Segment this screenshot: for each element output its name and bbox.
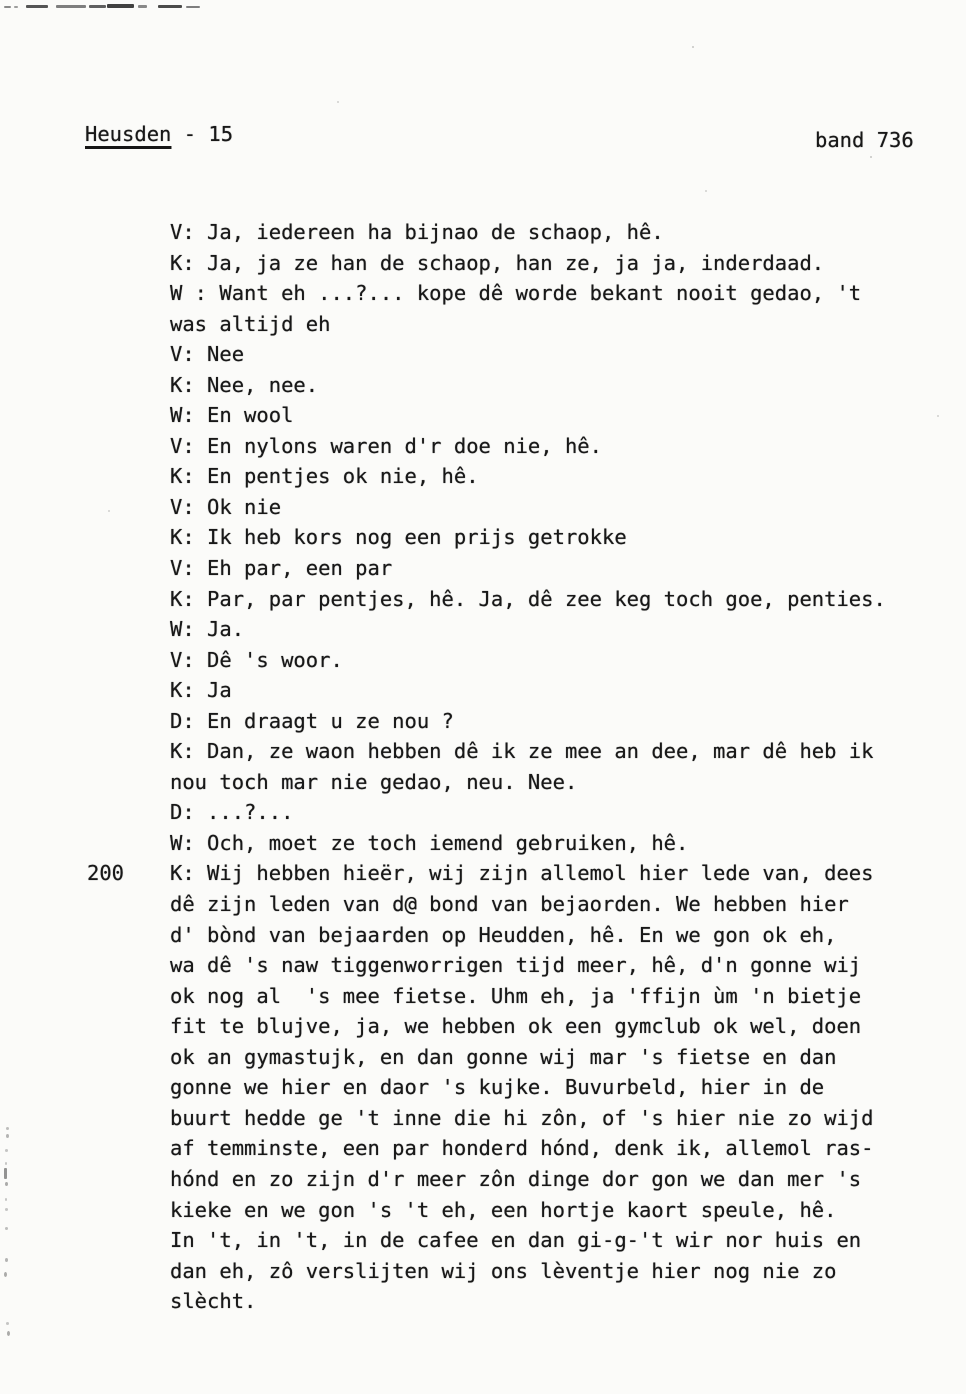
transcript-line: K: Ik heb kors nog een prijs getrokke — [170, 525, 627, 550]
scan-speck — [4, 1272, 7, 1277]
transcript-line: In 't, in 't, in de cafee en dan gi-g-'t wir nor huis en — [170, 1228, 862, 1253]
scan-speck — [5, 1208, 8, 1211]
scan-artifact — [138, 5, 147, 8]
document-place-title: Heusden — [85, 122, 172, 146]
scan-speck — [5, 1162, 7, 1165]
transcript-line: ok an gymastujk, en dan gonne wij mar 's fietse en dan — [170, 1044, 837, 1069]
transcript-line: slècht. — [170, 1289, 257, 1314]
transcript-line: fit te blujve, ja, we hebben ok een gymclub ok wel, doen — [170, 1014, 862, 1039]
transcript-line: K: Ja, ja ze han de schaop, han ze, ja ja, inderdaad. — [170, 250, 825, 275]
transcript-line: K: Dan, ze waon hebben dê ik ze mee an dee, mar dê heb ik — [170, 739, 874, 764]
scan-artifact — [186, 6, 200, 8]
scan-artifact — [4, 6, 11, 8]
transcript-line: W: Ja. — [170, 617, 245, 642]
transcript-line: dan eh, zô verslijten wij ons lèventje hier nog nie zo — [170, 1258, 837, 1283]
transcript-line: V: Ja, iedereen ha bijnao de schaop, hê. — [170, 220, 664, 244]
transcript-line: ok nog al 's mee fietse. Uhm eh, ja 'ffijn ùm 'n bietje — [170, 983, 862, 1008]
scan-speck — [5, 1182, 8, 1186]
scan-speck — [5, 1258, 8, 1262]
scan-artifact — [56, 5, 86, 8]
transcript-line: nou toch mar nie gedao, neu. Nee. — [170, 769, 578, 794]
scan-artifact — [26, 5, 48, 8]
transcript-line: hónd en zo zijn d'r meer zôn dinge dor gon we dan mer 's — [170, 1166, 862, 1191]
scan-speck — [692, 46, 694, 48]
transcript-line: buurt hedde ge 't inne die hi zôn, of 's hier nie zo wijd — [170, 1105, 874, 1130]
transcript-line: K: Nee, nee. — [170, 372, 319, 397]
transcript-line: D: En draagt u ze nou ? — [170, 708, 454, 733]
scan-artifact — [89, 5, 106, 8]
scan-speck — [5, 1227, 8, 1230]
scan-speck — [7, 1331, 10, 1336]
transcript-line: V: Ok nie — [170, 494, 282, 519]
margin-line-number: 200 — [87, 861, 125, 885]
scan-artifact — [158, 5, 182, 8]
transcript-line: V: Dê 's woor. — [170, 647, 343, 672]
band-number-label: band 736 — [815, 128, 914, 152]
transcript-line: kieke en we gon 's 't eh, een hortje kaort speule, hê. — [170, 1197, 837, 1222]
scan-speck — [937, 415, 939, 417]
transcript-line: D: ...?... — [170, 800, 294, 825]
transcript-line: W: Och, moet ze toch iemend gebruiken, hê. — [170, 830, 689, 855]
transcript-line: wa dê 's naw tiggenworrigen tijd meer, hê, d'n gonne wij — [170, 953, 862, 978]
scan-speck — [6, 1134, 9, 1138]
transcript-line: d' bònd van bejaarden op Heudden, hê. En we gon ok eh, — [170, 922, 837, 947]
transcript-line: af temminste, een par honderd hónd, denk ik, allemol ras- — [170, 1136, 874, 1161]
scan-speck — [4, 1168, 7, 1179]
scan-speck — [337, 101, 339, 103]
scan-artifact — [14, 6, 18, 8]
scan-speck — [108, 510, 110, 512]
transcript-line: V: Nee — [170, 342, 245, 367]
transcript-line: W : Want eh ...?... kope dê worde bekant nooit gedao, 't — [170, 281, 862, 306]
transcript-line: dê zijn leden van d@ bond van bejaorden. We hebben hier — [170, 892, 849, 917]
scan-speck — [6, 1127, 9, 1130]
scan-speck — [5, 1149, 8, 1152]
scan-speck — [705, 190, 707, 192]
page-header-title — [85, 122, 233, 146]
transcript-line: was altijd eh — [170, 311, 331, 336]
transcript-line: V: En nylons waren d'r doe nie, hê. — [170, 433, 602, 458]
scan-speck — [5, 1198, 7, 1201]
transcript-line: V: Eh par, een par — [170, 556, 393, 581]
scan-artifact — [107, 4, 134, 8]
scan-speck — [6, 1322, 9, 1325]
transcript-line: K: Wij hebben hieër, wij zijn allemol hier lede van, dees — [170, 861, 874, 886]
transcript-body — [170, 217, 886, 1317]
transcript-line: W: En wool — [170, 403, 294, 428]
transcript-line: K: Ja — [170, 678, 232, 703]
scan-speck — [870, 156, 872, 158]
transcript-line: K: En pentjes ok nie, hê. — [170, 464, 479, 489]
transcript-line: gonne we hier en daor 's kujke. Buvurbeld, hier in de — [170, 1075, 825, 1100]
transcript-line: K: Par, par pentjes, hê. Ja, dê zee keg toch goe, penties. — [170, 586, 886, 611]
document-page-number: - 15 — [171, 122, 234, 146]
